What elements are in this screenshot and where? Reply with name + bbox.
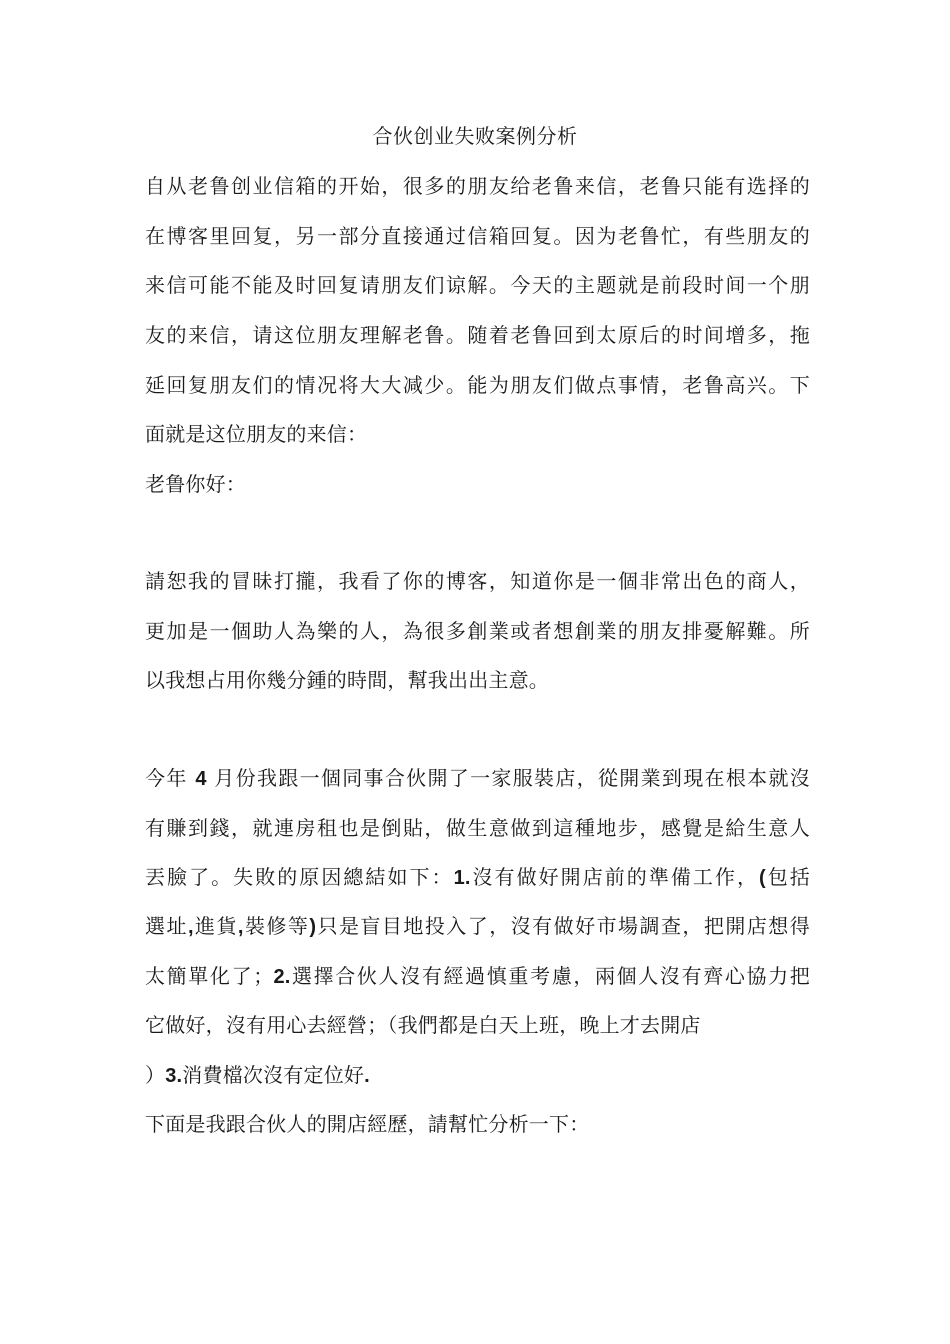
text-run: 沒有做好開店前的準備工作，: [470, 865, 760, 889]
number-run: (: [759, 867, 766, 889]
paragraph-line: 面就是这位朋友的来信：: [145, 422, 368, 446]
text-run: 今年: [145, 766, 196, 790]
text-run: 只是盲目地投入了，沒有做好市場調查，把開店想得: [316, 914, 810, 938]
paragraph-line: 以我想占用你幾分鍾的時間，幫我出出主意。: [145, 668, 549, 692]
paragraph-line: 延回复朋友们的情况将大大减少。能为朋友们做点事情，老鲁高兴。下: [145, 373, 810, 397]
text-run: 丟臉了。失敗的原因總結如下：: [145, 865, 454, 889]
text-run: 選址: [145, 914, 188, 938]
text-run: 太簡單化了；: [145, 964, 274, 988]
paragraph-line: [145, 1061, 810, 1090]
text-run: ）: [145, 1063, 166, 1087]
text-run: 進貨: [193, 914, 238, 938]
document-title: 合伙创业失败案例分析: [372, 124, 578, 148]
text-run: 包括: [765, 865, 810, 889]
number-run: 4: [195, 768, 207, 790]
text-run: 月份我跟一個同事合伙開了一家服裝店，從開業到現在根本就沒: [206, 766, 810, 790]
letter-greeting: 老鲁你好：: [145, 472, 246, 496]
number-run: ,: [237, 916, 244, 938]
paragraph-line: [145, 962, 810, 991]
paragraph-line: 在博客里回复，另一部分直接通过信箱回复。因为老鲁忙，有些朋友的: [145, 224, 810, 248]
paragraph-line: 下面是我跟合伙人的開店經歷，請幫忙分析一下：: [145, 1112, 590, 1136]
paragraph-line: [145, 863, 810, 892]
text-run: 選擇合伙人沒有經過慎重考慮，兩個人沒有齊心協力把: [290, 964, 810, 988]
paragraph-line: 它做好，沒有用心去經營；（我們都是白天上班，晚上才去開店: [145, 1013, 701, 1037]
paragraph-line: [145, 912, 810, 941]
number-run: .: [364, 1065, 370, 1087]
paragraph-line: [145, 764, 810, 793]
text-run: 消費檔次沒有定位好: [182, 1063, 365, 1087]
paragraph-line: 友的来信，请这位朋友理解老鲁。随着老鲁回到太原后的时间增多，拖: [145, 323, 810, 347]
number-run: ): [309, 916, 317, 938]
paragraph-line: 自从老鲁创业信箱的开始，很多的朋友给老鲁来信，老鲁只能有选择的: [145, 174, 810, 198]
number-run: ,: [187, 916, 194, 938]
number-run: 3.: [165, 1065, 183, 1087]
paragraph-line: 請恕我的冒昧打攏，我看了你的博客，知道你是一個非常出色的商人，: [145, 569, 810, 593]
number-run: 2.: [273, 966, 291, 988]
text-run: 裝修等: [243, 914, 310, 938]
number-run: 1.: [453, 867, 471, 889]
paragraph-line: 来信可能不能及时回复请朋友们谅解。今天的主题就是前段时间一个朋: [145, 273, 810, 297]
paragraph-line: 有賺到錢，就連房租也是倒貼，做生意做到這種地步，感覺是給生意人: [145, 816, 810, 840]
paragraph-line: 更加是一個助人為樂的人，為很多創業或者想創業的朋友排憂解難。所: [145, 619, 810, 643]
